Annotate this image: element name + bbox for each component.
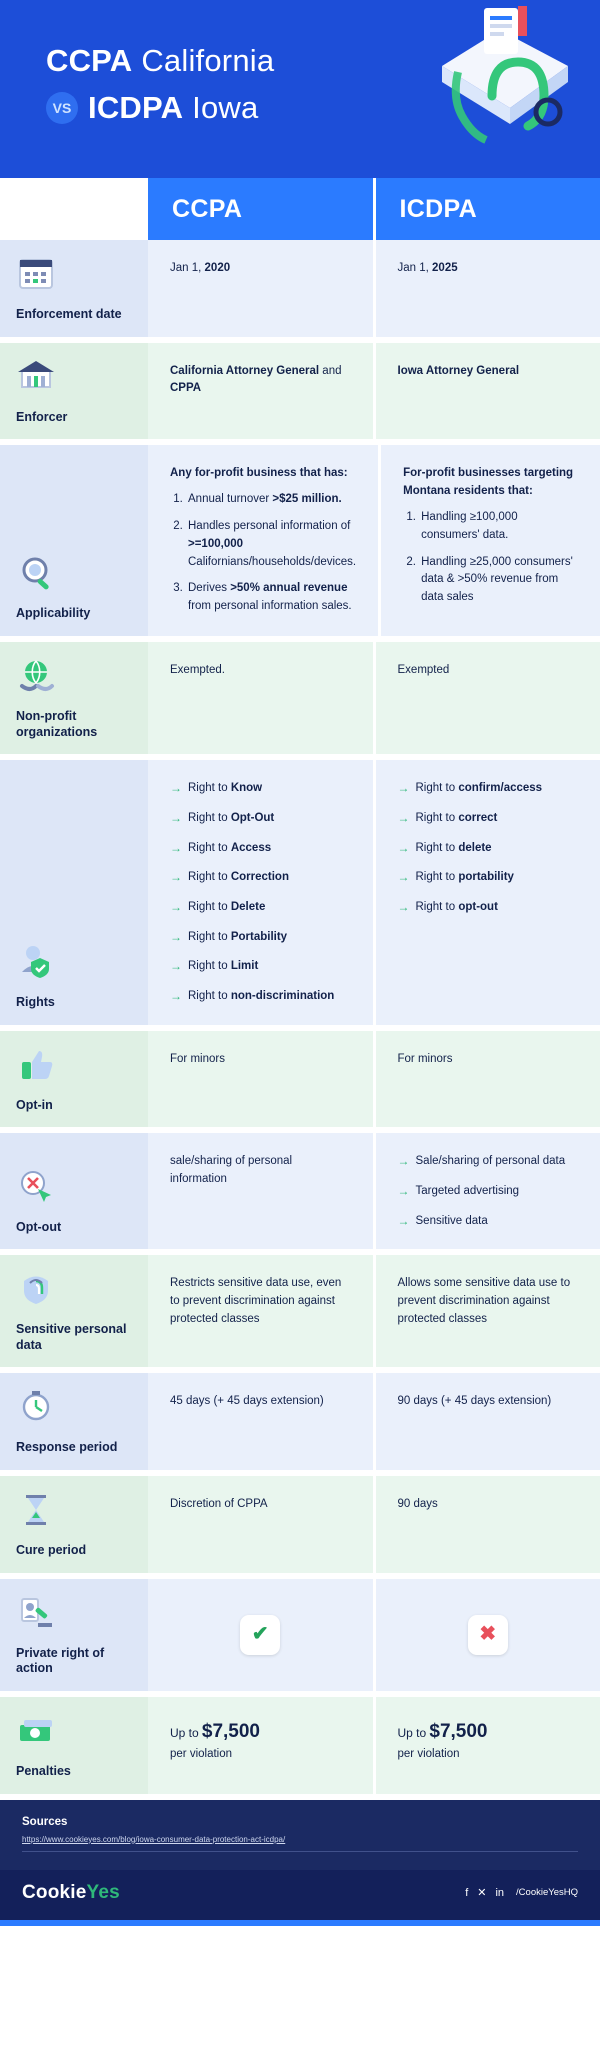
document-shield-illustration-icon [372,0,582,178]
cross-icon: ✖ [468,1615,508,1655]
table-row [0,445,600,636]
row-label-rights [0,760,148,1024]
brand-main: Cookie [22,1881,87,1903]
rights-list-icdpa [398,780,579,915]
list-item: 1. Handling ≥100,000 consumers' data. [419,509,578,545]
cell-ccpa-enforcement-date: Jan 1, 2020 [148,240,373,337]
penalty-lead-icdpa: Up to [397,1725,427,1740]
row-label-text: Enforcement date [16,307,122,321]
sources-section [0,1800,600,1870]
source-link[interactable]: https://www.cookieyes.com/blog/iowa-consumer-data-protection-act-icdpa/ [22,1835,578,1852]
x-twitter-icon[interactable]: ✕ [477,1887,487,1900]
table-row [0,1031,600,1128]
linkedin-icon[interactable]: in [495,1886,505,1899]
vs-badge: VS [46,92,78,124]
check-icon: ✔ [240,1615,280,1655]
row-label-cure-period [0,1476,148,1573]
government-building-icon [16,357,136,402]
law-a-state: California [141,43,275,78]
list-item: → Right to opt-out [398,899,579,916]
cell-icdpa-rights [373,760,600,1024]
table-row [0,760,600,1024]
cell-ccpa-opt-out: sale/sharing of personal information [148,1133,373,1249]
rights-list-ccpa [170,780,351,1004]
cell-ccpa-opt-in: For minors [148,1031,373,1128]
table-row [0,1373,600,1470]
brand-accent: Yes [86,1881,120,1903]
thumbs-up-icon [16,1045,136,1090]
table-row [0,642,600,754]
row-label-enforcement-date [0,240,148,337]
row-label-opt-in [0,1031,148,1128]
column-header-icdpa: ICDPA [373,178,600,240]
cell-icdpa-opt-in: For minors [373,1031,600,1128]
table-row [0,1697,600,1794]
row-label-text: Penalties [16,1763,71,1778]
list-item: 3. Derives >50% annual revenue from personal information sales. [186,580,356,616]
penalty-sub-icdpa: per violation [397,1748,460,1761]
table-row [0,343,600,440]
penalty-amount-ccpa: $7,500 [201,1720,261,1742]
stopwatch-icon [16,1387,136,1432]
list-item: → Right to Portability [170,929,351,946]
row-label-text: Cure period [16,1543,87,1558]
cell-ccpa-non-profit: Exempted. [148,642,373,754]
list-item: → Sale/sharing of personal data [398,1153,579,1170]
money-icon [16,1711,136,1756]
table-row [0,1255,600,1367]
list-item: → Right to portability [398,869,579,886]
fingerprint-shield-icon [16,1269,136,1314]
law-a-abbr: CCPA [46,43,133,78]
row-label-text: Applicability [16,606,91,621]
cell-icdpa-opt-out [373,1133,600,1249]
list-item: → Right to delete [398,840,579,857]
cell-icdpa-enforcer: Iowa Attorney General [373,343,600,440]
opt-out-list-icdpa [398,1153,579,1229]
list-item: → Right to Know [170,780,351,797]
header [0,0,600,178]
social-links [465,1886,578,1899]
list-item: 2. Handles personal information of >=100,000 Californians/households/devices. [186,518,356,571]
applicability-list-ccpa [186,491,356,616]
list-item: → Right to non-discrimination [170,988,351,1005]
cell-ccpa-cure-period: Discretion of CPPA [148,1476,373,1573]
cursor-block-icon [16,1167,136,1212]
row-label-text: Rights [16,994,55,1009]
cell-icdpa-response-period: 90 days (+ 45 days extension) [373,1373,600,1470]
row-label-applicability [0,445,148,636]
brand-logo [22,1882,120,1904]
person-shield-icon [16,942,136,987]
cell-ccpa-sensitive-data: Restricts sensitive data use, even to prevent discrimination against protected classes [148,1255,373,1367]
law-b-state: Iowa [192,89,259,125]
globe-hands-icon [16,656,136,701]
list-item: → Right to confirm/access [398,780,579,797]
row-label-opt-out [0,1133,148,1249]
cell-icdpa-applicability [378,445,600,636]
row-label-text: Opt-in [16,1097,53,1112]
facebook-icon[interactable]: f [465,1886,469,1899]
gavel-person-icon [16,1593,136,1638]
list-item: 2. Handling ≥25,000 consumers' data & >50% revenue from data sales [419,554,578,607]
row-label-text: Enforcer [16,409,68,424]
row-label-sensitive-data [0,1255,148,1367]
row-label-text: Response period [16,1440,118,1455]
social-handle: /CookieYesHQ [516,1887,578,1899]
list-item: 1. Annual turnover >$25 million. [186,491,356,509]
row-label-response-period [0,1373,148,1470]
column-header-ccpa: CCPA [172,194,243,223]
bottom-accent-strip [0,1920,600,1926]
row-label-text: Private right of action [16,1645,105,1676]
law-b-abbr: ICDPA [88,89,184,125]
table-row [0,240,600,337]
cell-icdpa-non-profit: Exempted [373,642,600,754]
row-label-enforcer [0,343,148,440]
applicability-intro-ccpa: Any for-profit business that has: [170,467,348,480]
penalty-sub-ccpa: per violation [170,1748,233,1761]
row-label-text: Opt-out [16,1219,62,1234]
magnifier-icon [16,553,136,598]
footer-bar [0,1870,600,1920]
row-label-text: Non-profit organizations [16,708,98,739]
list-item: → Right to Delete [170,899,351,916]
penalty-lead-ccpa: Up to [170,1725,199,1740]
cell-icdpa-sensitive-data: Allows some sensitive data use to prevent discrimination against protected classes [373,1255,600,1367]
row-label-penalties [0,1697,148,1794]
list-item: → Sensitive data [398,1213,579,1230]
cell-ccpa-penalties [148,1697,373,1794]
list-item: → Right to Access [170,840,351,857]
list-item: → Right to Limit [170,958,351,975]
law-b-title [88,89,258,128]
penalty-amount-icdpa: $7,500 [429,1720,488,1742]
row-label-text: Sensitive personal data [16,1322,127,1352]
cell-icdpa-enforcement-date: Jan 1, 2025 [373,240,600,337]
applicability-intro-icdpa: For-profit businesses targeting Montana residents that: [403,467,574,498]
cell-icdpa-cure-period: 90 days [373,1476,600,1573]
table-row [0,1579,600,1691]
column-header-row [0,178,600,240]
cell-ccpa-response-period: 45 days (+ 45 days extension) [148,1373,373,1470]
table-row [0,1476,600,1573]
hourglass-icon [16,1490,136,1535]
cell-icdpa-private-right [373,1579,600,1691]
list-item: → Right to correct [398,810,579,827]
column-header-spacer [0,178,148,240]
table-row [0,1133,600,1249]
cell-ccpa-private-right [148,1579,373,1691]
sources-title: Sources [22,1815,68,1828]
list-item: → Targeted advertising [398,1183,579,1200]
row-label-private-right [0,1579,148,1691]
cell-ccpa-enforcer: California Attorney General and CPPA [148,343,373,440]
list-item: → Right to Opt-Out [170,810,351,827]
row-label-non-profit [0,642,148,754]
cell-icdpa-penalties [373,1697,600,1794]
applicability-list-icdpa [419,509,578,607]
list-item: → Right to Correction [170,869,351,886]
cell-ccpa-rights [148,760,373,1024]
calendar-icon [16,254,136,299]
cell-ccpa-applicability [148,445,378,636]
